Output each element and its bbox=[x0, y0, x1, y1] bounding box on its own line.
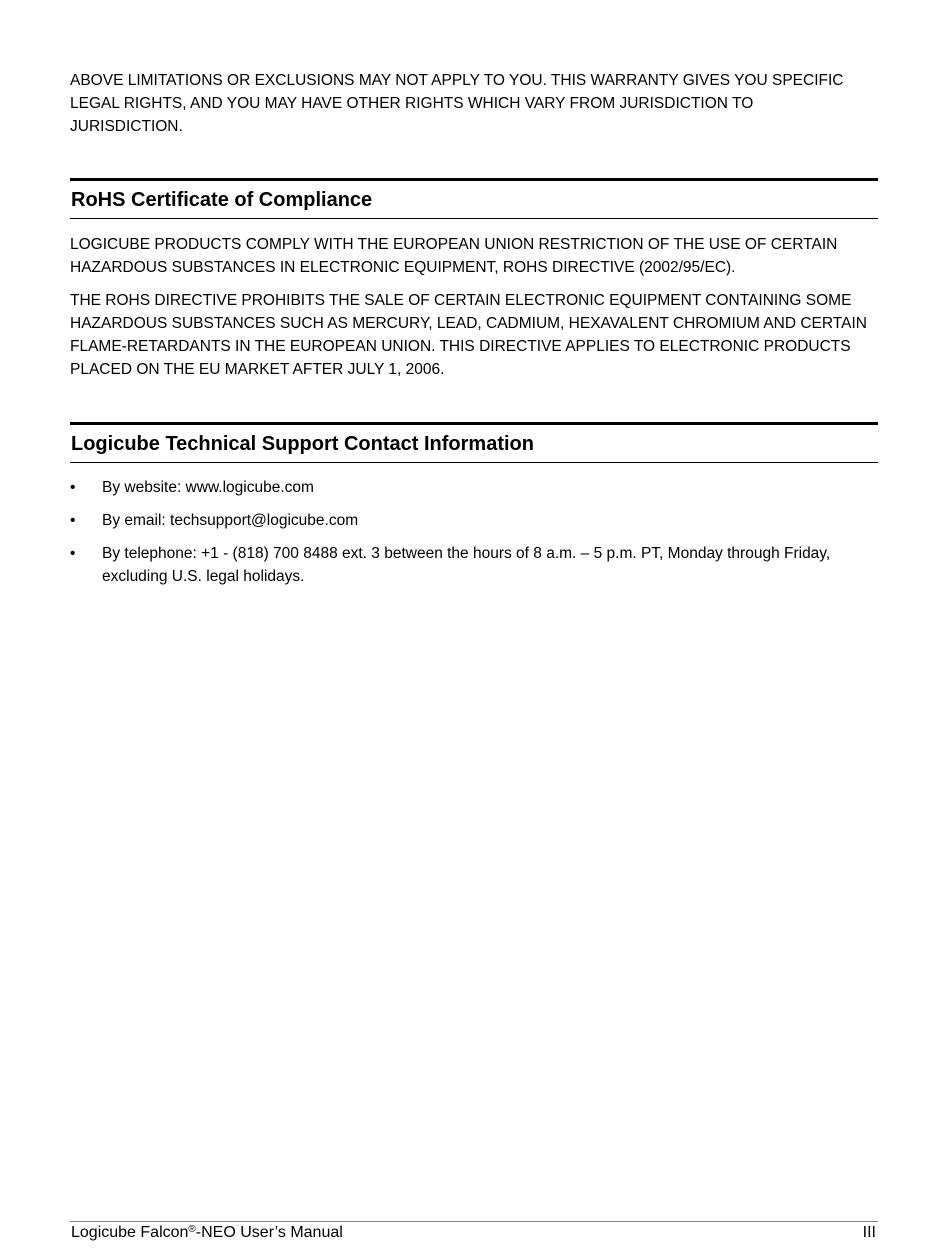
footer-manual-title bbox=[71, 1223, 343, 1243]
rohs-section-body bbox=[70, 233, 870, 381]
footer-manual-suffix: -NEO User’s Manual bbox=[195, 1224, 343, 1241]
support-section-bottom-rule bbox=[70, 462, 878, 463]
rohs-section-bottom-rule bbox=[70, 218, 878, 219]
intro-paragraph: ABOVE LIMITATIONS OR EXCLUSIONS MAY NOT APPLY TO YOU. THIS WARRANTY GIVES YOU SPECIFIC LEGAL RIGHTS, AND YOU MAY HAVE OTHER RIGHTS WHICH VARY FROM JURISDICTION TO JURISDICTION. bbox=[70, 72, 844, 135]
support-section-top-rule bbox=[70, 422, 878, 425]
footer-manual-name: Logicube Falcon bbox=[71, 1224, 189, 1241]
support-telephone-text: By telephone: +1 - (818) 700 8488 ext. 3 between the hours of 8 a.m. – 5 p.m. PT, Monday through Friday, excluding U.S. legal holidays. bbox=[102, 545, 831, 585]
footer-rule bbox=[70, 1221, 878, 1222]
bullet-icon: • bbox=[70, 479, 76, 496]
rohs-paragraph-compliance: LOGICUBE PRODUCTS COMPLY WITH THE EUROPEAN UNION RESTRICTION OF THE USE OF CERTAIN HAZARDOUS SUBSTANCES IN ELECTRONIC EQUIPMENT, ROHS DIRECTIVE (2002/95/EC). bbox=[70, 236, 838, 276]
bullet-icon: • bbox=[70, 545, 76, 562]
support-website-text: By website: www.logicube.com bbox=[102, 479, 314, 496]
bullet-icon: • bbox=[70, 512, 76, 529]
support-email-text: By email: techsupport@logicube.com bbox=[102, 512, 359, 529]
rohs-paragraph-directive: THE ROHS DIRECTIVE PROHIBITS THE SALE OF CERTAIN ELECTRONIC EQUIPMENT CONTAINING SOME HAZARDOUS SUBSTANCES SUCH AS MERCURY, LEAD, CADMIUM, HEXAVALENT CHROMIUM AND CERTAIN FLAME-RETARDANTS IN THE EUROPEAN UNION. THIS DIRECTIVE APPLIES TO ELECTRONIC PRODUCTS PLACED ON THE EU MARKET AFTER JULY 1, 2006. bbox=[70, 292, 867, 378]
support-section-title: Logicube Technical Support Contact Information bbox=[71, 433, 534, 455]
list-item bbox=[70, 542, 878, 588]
footer-page-number: III bbox=[862, 1224, 876, 1241]
rohs-section-title: RoHS Certificate of Compliance bbox=[71, 189, 373, 211]
support-contact-list bbox=[70, 476, 878, 598]
registered-mark: ® bbox=[188, 1224, 196, 1235]
list-item bbox=[70, 509, 878, 532]
list-item bbox=[70, 476, 878, 499]
rohs-section-top-rule bbox=[70, 178, 878, 181]
